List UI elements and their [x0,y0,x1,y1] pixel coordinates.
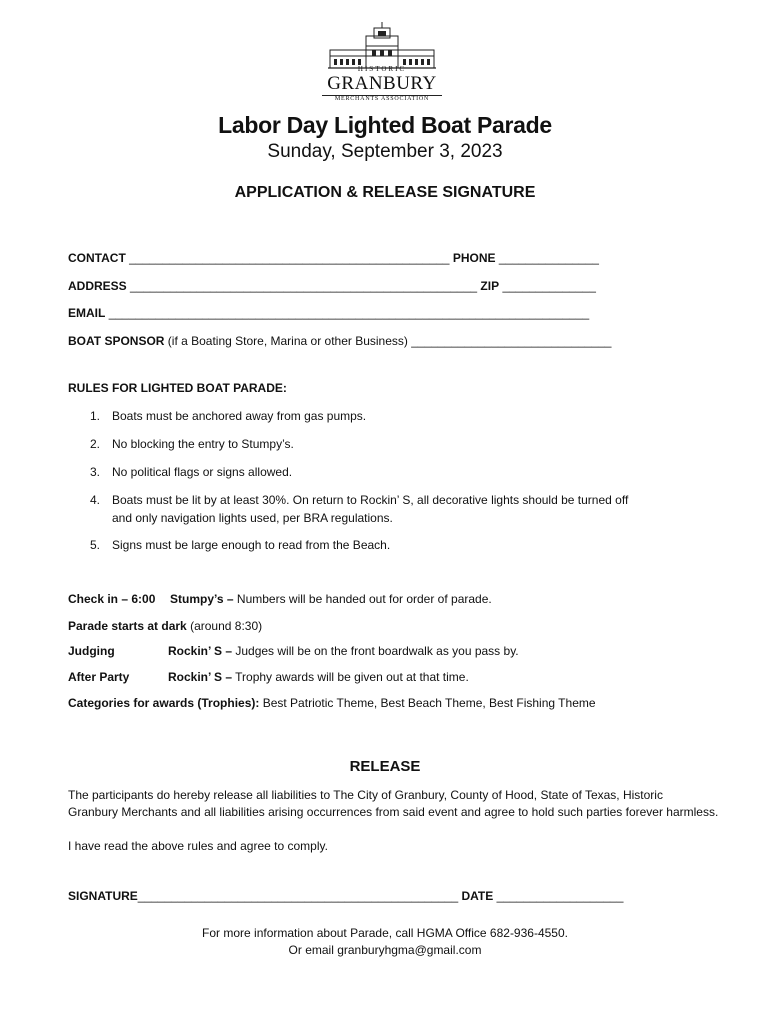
after-party-text: Trophy awards will be given out at that time. [232,670,469,684]
signature-label: SIGNATURE [68,889,138,903]
release-paragraph [68,787,738,821]
rule-item [90,465,292,479]
rule-text-continued: and only navigation lights used, per BRA regulations. [112,511,393,525]
address-field[interactable]: ____________________________________________________ [130,279,478,293]
footer-phone-line: For more information about Parade, call HGMA Office 682-936-4550. [202,926,568,940]
categories-row [68,696,596,710]
footer [0,925,770,959]
granbury-logo [322,22,442,106]
phone-field[interactable]: _______________ [498,251,599,265]
rule-text: Boats must be anchored away from gas pumps. [112,409,367,423]
agree-statement: I have read the above rules and agree to comply. [68,839,328,853]
judging-text: Judges will be on the front boardwalk as you pass by. [232,644,519,658]
email-label: EMAIL [68,306,106,320]
event-date: Sunday, September 3, 2023 [267,141,503,162]
logo-bottom-text: MERCHANTS ASSOCIATION [322,95,442,102]
zip-label: ZIP [480,279,500,293]
rules-heading: RULES FOR LIGHTED BOAT PARADE: [68,381,287,395]
release-heading: RELEASE [349,758,421,775]
rule-number: 3. [90,465,101,479]
page-title: Labor Day Lighted Boat Parade [218,112,552,138]
email-row [68,306,589,320]
rule-text: No blocking the entry to Stumpy’s. [112,437,294,451]
checkin-label: Check in – 6:00 [68,592,156,606]
checkin-text: Numbers will be handed out for order of parade. [233,592,492,606]
categories-label: Categories for awards (Trophies): [68,696,260,710]
after-party-place: Rockin’ S – [168,670,233,684]
judging-label: Judging [68,644,115,658]
sponsor-label: BOAT SPONSOR [68,334,165,348]
checkin-place: Stumpy’s – [170,592,234,606]
parade-start-label: Parade starts at dark [68,619,187,633]
after-party-label: After Party [68,670,130,684]
rule-text: Signs must be large enough to read from the Beach. [112,538,391,552]
sponsor-note: (if a Boating Store, Marina or other Business) [164,334,412,348]
footer-email-line[interactable]: Or email granburyhgma@gmail.com [288,943,482,957]
rule-text: Boats must be lit by at least 30%. On return to Rockin’ S, all decorative lights should be turned off [112,493,629,507]
phone-label: PHONE [452,251,496,265]
logo-top-text: HISTORIC [357,65,407,73]
address-label: ADDRESS [68,279,127,293]
logo-main-text: GRANBURY [327,73,437,94]
rule-text: No political flags or signs allowed. [112,465,293,479]
email-field[interactable]: ________________________________________________________________________ [108,306,590,320]
address-row [68,279,596,293]
release-line: The participants do hereby release all liabilities to The City of Granbury, County of Hood, State of Texas, Historic [68,788,663,802]
rule-item [90,538,390,552]
form-heading: APPLICATION & RELEASE SIGNATURE [234,184,536,201]
rule-number: 4. [90,493,101,507]
rule-item [90,409,366,423]
date-field[interactable]: ___________________ [496,889,624,903]
contact-label: CONTACT [68,251,126,265]
judging-row [68,644,519,658]
rule-number: 5. [90,538,101,552]
sponsor-field[interactable]: ______________________________ [411,334,612,348]
rule-item [90,491,628,527]
sponsor-row [68,334,611,348]
signature-field[interactable]: ________________________________________________ [137,889,459,903]
judging-place: Rockin’ S – [168,644,233,658]
signature-row [68,889,623,903]
categories-text: Best Patriotic Theme, Best Beach Theme, Best Fishing Theme [259,696,596,710]
rule-number: 1. [90,409,101,423]
release-line: Granbury Merchants and all liabilities arising occurrences from said event and agree to hold such parties forever harmless. [68,805,719,819]
parade-start-text: (around 8:30) [186,619,263,633]
contact-field[interactable]: ________________________________________________ [129,251,450,265]
after-party-row [68,670,469,684]
rule-number: 2. [90,437,101,451]
date-label: DATE [461,889,494,903]
zip-field[interactable]: ______________ [502,279,596,293]
contact-row [68,251,599,265]
checkin-row [68,592,492,606]
rule-item [90,437,294,451]
parade-start-row [68,619,262,633]
